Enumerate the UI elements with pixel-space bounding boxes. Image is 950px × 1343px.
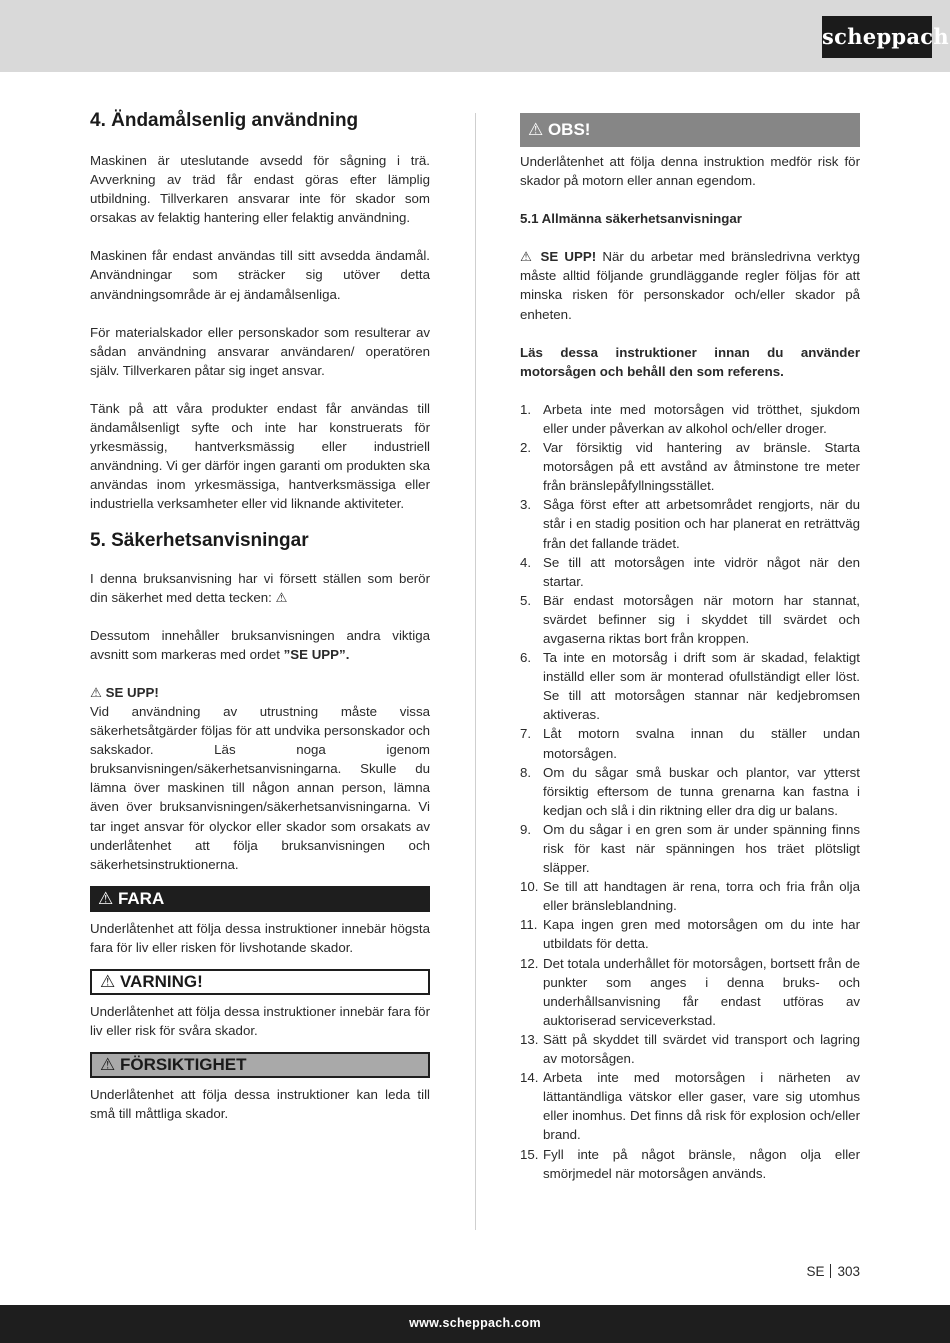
list-item-number: 1. xyxy=(520,401,532,417)
list-item-number: 10. xyxy=(520,879,539,895)
list-item-number: 9. xyxy=(520,821,532,837)
varning-box: ⚠ VARNING! xyxy=(90,969,430,995)
safety-list-item xyxy=(520,1030,860,1068)
page-number-value: 303 xyxy=(837,1264,860,1279)
safety-list-item xyxy=(520,820,860,877)
safety-list-item xyxy=(520,877,860,915)
list-item-number: 13. xyxy=(520,1031,539,1047)
sec5-paragraph: I denna bruksanvisning har vi försett ställen som berör din säkerhet med detta tecken: ⚠ xyxy=(90,570,430,605)
list-item-text: Var försiktig vid hantering av bränsle. Starta motorsågen på ett avstånd av åtminstone tre meter från bränslepåfyllningsstället. xyxy=(543,440,860,494)
sec4-paragraph: Maskinen får endast användas till sitt avsedda ändamål. Användningar som sträcker sig utöver detta användningsområde är ej ändamålsenliga. xyxy=(90,248,430,302)
safety-list-item xyxy=(520,495,860,552)
safety-list xyxy=(520,400,860,1183)
safety-list-item xyxy=(520,724,860,762)
language-code: SE xyxy=(806,1264,825,1279)
seupp-label xyxy=(90,683,430,702)
read-instructions xyxy=(520,343,860,381)
obs-text: Underlåtenhet att följa denna instruktion medför risk för skador på motorn eller annan egendom. xyxy=(520,154,860,189)
list-item-text: Sätt på skyddet till svärdet vid transport och lagring av motorsågen. xyxy=(543,1031,860,1067)
list-item-number: 4. xyxy=(520,554,532,570)
sec4-paragraph: Tänk på att våra produkter endast får användas till ändamålsenligt syfte och inte har konstruerats för yrkesmässig, hantverksmässig eller industriell användning. Vi ger därför ingen garanti om produkten ska användas inom yrkesmässiga, hantverksmässiga eller industriella verksamheter eller vid liknande aktiviteter. xyxy=(90,400,430,512)
page-number xyxy=(806,1264,860,1279)
list-item-text: Arbeta inte med motorsågen vid trötthet, sjukdom eller under påverkan av alkohol och/eller droger. xyxy=(543,401,860,436)
section-5-title: 5. Säkerhetsanvisningar xyxy=(90,529,309,551)
list-item-text: Låt motorn svalna innan du ställer undan motorsågen. xyxy=(543,726,860,761)
forsiktighet-text: Underlåtenhet att följa dessa instruktioner kan leda till små till måttliga skador. xyxy=(90,1087,430,1122)
safety-list-item xyxy=(520,591,860,648)
forsiktighet-box: ⚠ FÖRSIKTIGHET xyxy=(90,1052,430,1078)
obs-box: ⚠ OBS! xyxy=(520,113,860,147)
brand-logo: scheppach xyxy=(822,16,932,58)
list-item-number: 12. xyxy=(520,955,539,971)
list-item-number: 7. xyxy=(520,726,532,742)
subsection-title-text: 5.1 Allmänna säkerhetsanvisningar xyxy=(520,211,742,227)
list-item-text: Kapa ingen gren med motorsågen om du inte har utbildats för detta. xyxy=(543,917,860,952)
section-4-title: 4. Ändamålsenlig användning xyxy=(90,110,359,131)
website-link[interactable]: www.scheppach.com xyxy=(409,1316,541,1330)
right-column xyxy=(520,113,860,1183)
list-item-text: Bär endast motorsågen när motorn har stannat, svärdet befinner sig i skyddet till svärdet och avgaserna riktas bort från kroppen. xyxy=(543,592,860,646)
safety-list-item xyxy=(520,763,860,820)
list-item-number: 11. xyxy=(520,917,538,933)
safety-list-item xyxy=(520,648,860,724)
list-item-text: Såga först efter att arbetsområdet rengjorts, när du står i en stadig position och har planerat en reträttväg från det fallande trädet. xyxy=(543,497,860,551)
sec4-paragraph: För materialskador eller personskador som resulterar av sådan användning ansvarar användaren/ operatören själv. Tillverkaren påtar sig inget ansvar. xyxy=(90,324,430,378)
list-item-number: 15. xyxy=(520,1146,539,1162)
read-instructions-text: Läs dessa instruktioner innan du använder motorsågen och behåll den som referens. xyxy=(520,344,860,379)
safety-list-item xyxy=(520,553,860,591)
column-divider xyxy=(475,113,476,1230)
safety-list-item xyxy=(520,915,860,953)
seupp-paragraph xyxy=(520,247,860,323)
list-item-text: Det totala underhållet för motorsågen, bortsett från de punkter som anges i denna bruks- och underhållsanvisning får endast utföras av auktoriserad serviceverkstad. xyxy=(543,955,860,1028)
list-item-text: Om du sågar små buskar och plantor, var ytterst försiktig eftersom de tunna grenarna kan fastna i kedjan och slå i din riktning eller dra dig ur balans. xyxy=(543,764,860,818)
page-separator xyxy=(830,1264,831,1278)
footer-bar xyxy=(0,1305,950,1343)
list-item-number: 14. xyxy=(520,1070,539,1086)
safety-list-item xyxy=(520,1068,860,1144)
list-item-text: Arbeta inte med motorsågen i närheten av lättantändliga vätskor eller gaser, vare sig utomhus eller inomhus. Det finns då risk för explosion och/eller brand. xyxy=(543,1070,860,1143)
list-item-number: 6. xyxy=(520,650,532,666)
fara-box: ⚠ FARA xyxy=(90,886,430,912)
seupp-text: Vid användning av utrustning måste vissa säkerhetsåtgärder följas för att undvika personskador och sakskador. Läs noga igenom bruksanvisningen/säkerhetsanvisningarna. Skulle du lämna över maskinen till någon annan person, lämna även över bruksanvisningen/säkerhetsanvisningarna. Vi tar inget ansvar för olyckor eller skador som orsakats av underlåtenhet att följa bruksanvisningen och säkerhetsinstruktionerna. xyxy=(90,703,430,872)
list-item-number: 8. xyxy=(520,764,532,780)
subsection-title xyxy=(520,209,860,228)
list-item-text: Se till att handtagen är rena, torra och fria från olja eller bränsleblandning. xyxy=(543,879,860,914)
sec5-p2-bold: ”SE UPP”. xyxy=(283,646,350,662)
header-bar xyxy=(0,0,950,72)
list-item-text: Fyll inte på något bränsle, någon olja eller smörjmedel när motorsågen används. xyxy=(543,1146,860,1181)
list-item-text: Se till att motorsågen inte vidrör något när den startar. xyxy=(543,554,860,589)
list-item-text: Om du sågar i en gren som är under spänning finns risk för kast när spänningen hos träet plötsligt släpper. xyxy=(543,821,860,876)
seupp-label-right: ⚠ SE UPP! xyxy=(520,249,597,265)
list-item-text: Ta inte en motorsåg i drift som är skadad, felaktigt inställd eller som är monterad ofullständigt eller löst. Se till att motorsågen stannar när kedjebromsen aktiveras. xyxy=(543,650,860,723)
left-column xyxy=(90,108,430,1123)
sec5-p2-text: Dessutom innehåller bruksanvisningen andra viktiga avsnitt som markeras med ordet xyxy=(90,627,430,662)
safety-list-item xyxy=(520,954,860,1030)
list-item-number: 2. xyxy=(520,440,532,456)
safety-list-item xyxy=(520,1145,860,1183)
fara-text: Underlåtenhet att följa dessa instruktioner innebär högsta fara för liv eller risken för livshotande skador. xyxy=(90,920,430,955)
varning-text: Underlåtenhet att följa dessa instruktioner innebär fara för liv eller risk för svåra skador. xyxy=(90,1004,430,1039)
sec5-paragraph-2 xyxy=(90,626,430,664)
seupp-label-text: ⚠ SE UPP! xyxy=(90,684,159,700)
sec4-paragraph: Maskinen är uteslutande avsedd för sågning i trä. Avverkning av träd får endast göras efter lämplig utbildning. Tillverkaren ansvarar inte för skador som orsakas av felaktig hantering eller felaktig användning. xyxy=(90,153,430,226)
list-item-number: 3. xyxy=(520,497,532,513)
safety-list-item xyxy=(520,400,860,438)
list-item-number: 5. xyxy=(520,592,532,608)
seupp-text-right: När du arbetar med bränsledrivna verktyg måste alltid följande grundläggande regler följas för att minska risken för personskador och/eller skador på enheten. xyxy=(520,249,860,322)
safety-list-item xyxy=(520,438,860,495)
